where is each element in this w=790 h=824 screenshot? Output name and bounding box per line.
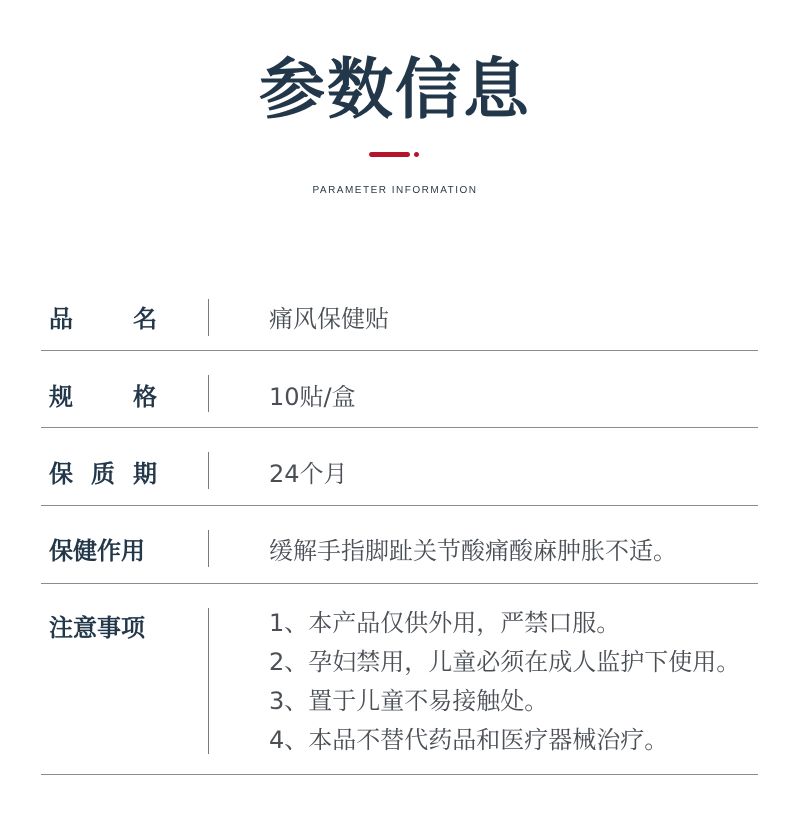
notes-list xyxy=(269,604,740,760)
param-label-spec xyxy=(49,377,157,412)
notes-item: 4、本品不替代药品和医疗器械治疗。 xyxy=(269,726,669,754)
param-label-char: 格 xyxy=(133,383,157,411)
notes-item: 1、本产品仅供外用，严禁口服。 xyxy=(269,609,621,637)
param-label-char: 期 xyxy=(133,460,157,488)
param-label-notes: 注意事项 xyxy=(49,614,145,642)
param-label-char: 规 xyxy=(49,383,73,411)
param-label-char: 保 xyxy=(49,460,73,488)
param-label-char: 质 xyxy=(91,460,115,488)
param-value-name: 痛风保健贴 xyxy=(269,305,389,333)
param-value-shelf-life: 24个月 xyxy=(269,460,348,488)
accent-dot xyxy=(414,152,419,157)
param-label-char: 品 xyxy=(49,305,73,333)
param-label-name xyxy=(49,299,157,334)
column-separator xyxy=(208,608,209,754)
notes-item: 2、孕妇禁用，儿童必须在成人监护下使用。 xyxy=(269,648,741,676)
page-title: 参数信息 xyxy=(259,51,531,128)
column-separator xyxy=(208,375,209,412)
page-subtitle: PARAMETER INFORMATION xyxy=(312,185,478,196)
param-label-shelf-life xyxy=(49,454,157,489)
column-separator xyxy=(208,530,209,567)
column-separator xyxy=(208,299,209,336)
param-value-function: 缓解手指脚趾关节酸痛酸麻肿胀不适。 xyxy=(269,537,677,565)
param-row-shelf-life xyxy=(41,428,758,506)
notes-item: 3、置于儿童不易接触处。 xyxy=(269,687,549,715)
param-row-notes xyxy=(41,584,758,775)
param-label-char: 名 xyxy=(133,305,157,333)
param-row-name xyxy=(41,275,758,351)
param-label-function: 保健作用 xyxy=(49,537,145,565)
accent-bar xyxy=(369,152,410,157)
param-row-spec xyxy=(41,351,758,428)
column-separator xyxy=(208,452,209,489)
param-row-function xyxy=(41,506,758,584)
param-value-spec: 10贴/盒 xyxy=(269,383,356,411)
